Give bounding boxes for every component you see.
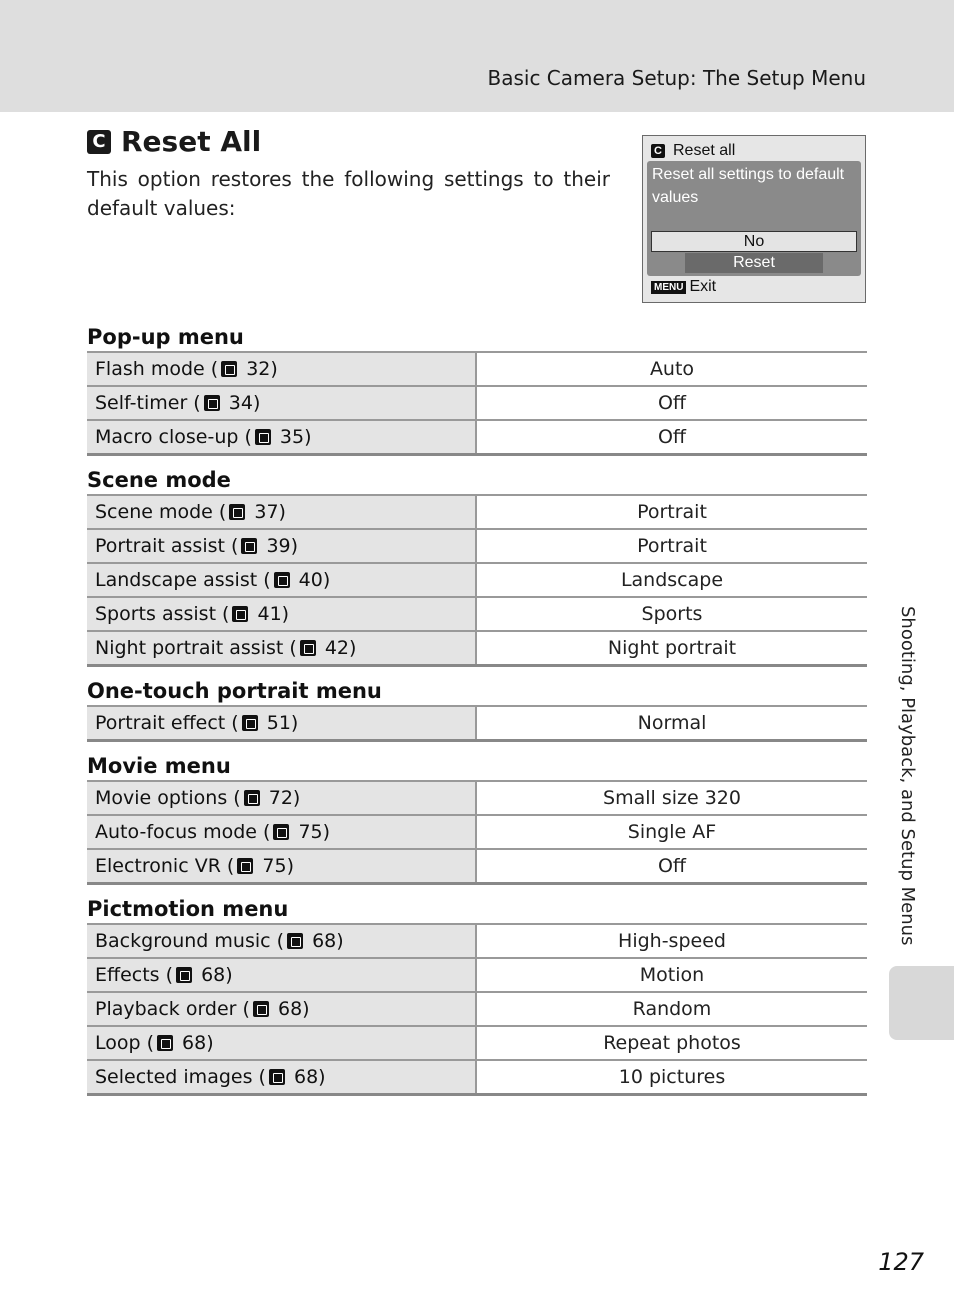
intro-paragraph: This option restores the following settings to their default values: <box>87 167 610 220</box>
camera-screen-footer <box>651 278 716 296</box>
table-row <box>87 707 867 742</box>
setting-label: Portrait effect ( 51) <box>87 707 477 739</box>
setting-label: Selected images ( 68) <box>87 1061 477 1093</box>
table-row <box>87 816 867 850</box>
section-heading <box>87 125 261 158</box>
page-reference-icon <box>242 715 258 731</box>
settings-group-scene-mode <box>87 467 867 667</box>
option-no[interactable]: No <box>651 231 857 252</box>
setting-label: Portrait assist ( 39) <box>87 530 477 562</box>
setting-label: Landscape assist ( 40) <box>87 564 477 596</box>
camera-screen <box>642 135 866 303</box>
default-value: Landscape <box>620 569 724 591</box>
reset-dialog <box>647 161 861 276</box>
default-value: Portrait <box>637 535 707 557</box>
page-reference-icon <box>273 824 289 840</box>
default-value: High-speed <box>618 930 726 952</box>
default-value: Off <box>657 426 687 448</box>
default-value: Off <box>657 855 687 877</box>
setting-label: Background music ( 68) <box>87 925 477 957</box>
page-reference-icon <box>255 429 271 445</box>
default-value: Repeat photos <box>603 1032 741 1054</box>
group-title: Pictmotion menu <box>87 897 289 921</box>
default-value: Single AF <box>627 821 717 843</box>
setting-label: Loop ( 68) <box>87 1027 477 1059</box>
setup-menu-icon: C <box>87 130 111 154</box>
camera-screen-title <box>651 142 735 160</box>
setting-label: Flash mode ( 32) <box>87 353 477 385</box>
settings-group-movie-menu <box>87 753 867 885</box>
default-value: 10 pictures <box>618 1066 726 1088</box>
table-row <box>87 959 867 993</box>
section-title: Reset All <box>121 125 262 158</box>
table-row <box>87 925 867 959</box>
table-row <box>87 850 867 885</box>
page-reference-icon <box>221 361 237 377</box>
page-reference-icon <box>274 572 290 588</box>
default-value: Auto <box>649 358 695 380</box>
settings-group-popup-menu <box>87 324 867 456</box>
camera-screen-title-text: Reset all <box>673 142 736 159</box>
setting-label: Movie options ( 72) <box>87 782 477 814</box>
chapter-thumb-tab <box>889 966 954 1040</box>
table-row <box>87 496 867 530</box>
setting-label: Sports assist ( 41) <box>87 598 477 630</box>
default-value: Small size 320 <box>603 787 741 809</box>
default-value: Sports <box>641 603 703 625</box>
table-row <box>87 598 867 632</box>
settings-table <box>87 923 867 1096</box>
table-row <box>87 564 867 598</box>
table-row <box>87 1027 867 1061</box>
running-header: Basic Camera Setup: The Setup Menu <box>487 66 866 90</box>
setting-label: Self-timer ( 34) <box>87 387 477 419</box>
settings-table <box>87 705 867 742</box>
setting-label: Macro close-up ( 35) <box>87 421 477 453</box>
page-reference-icon <box>253 1001 269 1017</box>
setting-label: Night portrait assist ( 42) <box>87 632 477 664</box>
table-row <box>87 530 867 564</box>
table-row <box>87 387 867 421</box>
default-value: Off <box>657 392 687 414</box>
page-reference-icon <box>244 790 260 806</box>
setting-label: Electronic VR ( 75) <box>87 850 477 882</box>
table-row <box>87 782 867 816</box>
table-row <box>87 993 867 1027</box>
default-value: Random <box>632 998 712 1020</box>
settings-table <box>87 494 867 667</box>
setting-label: Effects ( 68) <box>87 959 477 991</box>
page-number: 127 <box>878 1248 924 1276</box>
page-reference-icon <box>229 504 245 520</box>
group-title: One-touch portrait menu <box>87 679 382 703</box>
group-title: Movie menu <box>87 754 231 778</box>
settings-table <box>87 780 867 885</box>
setting-label: Playback order ( 68) <box>87 993 477 1025</box>
settings-table <box>87 351 867 456</box>
page-reference-icon <box>287 933 303 949</box>
table-row <box>87 353 867 387</box>
default-value: Normal <box>637 712 707 734</box>
setting-label: Scene mode ( 37) <box>87 496 477 528</box>
page-reference-icon <box>204 395 220 411</box>
default-value: Night portrait <box>607 637 737 659</box>
settings-group-pictmotion-menu <box>87 896 867 1096</box>
setting-label: Auto-focus mode ( 75) <box>87 816 477 848</box>
menu-button-icon: MENU <box>651 281 686 294</box>
default-value: Motion <box>639 964 705 986</box>
table-row <box>87 632 867 667</box>
page-reference-icon <box>157 1035 173 1051</box>
page-reference-icon <box>269 1069 285 1085</box>
chapter-side-label: Shooting, Playback, and Setup Menus <box>897 606 918 946</box>
group-title: Scene mode <box>87 468 231 492</box>
option-reset[interactable]: Reset <box>685 253 823 273</box>
reset-dialog-message: Reset all settings to default values <box>652 166 845 206</box>
table-row <box>87 1061 867 1096</box>
page-reference-icon <box>232 606 248 622</box>
page-reference-icon <box>176 967 192 983</box>
default-value: Portrait <box>637 501 707 523</box>
page-reference-icon <box>237 858 253 874</box>
setup-menu-icon: C <box>651 144 665 158</box>
header-band <box>0 0 954 112</box>
exit-label: Exit <box>689 278 717 295</box>
page-reference-icon <box>300 640 316 656</box>
group-title: Pop-up menu <box>87 325 244 349</box>
table-row <box>87 421 867 456</box>
settings-group-one-touch-portrait <box>87 678 867 742</box>
page-reference-icon <box>241 538 257 554</box>
